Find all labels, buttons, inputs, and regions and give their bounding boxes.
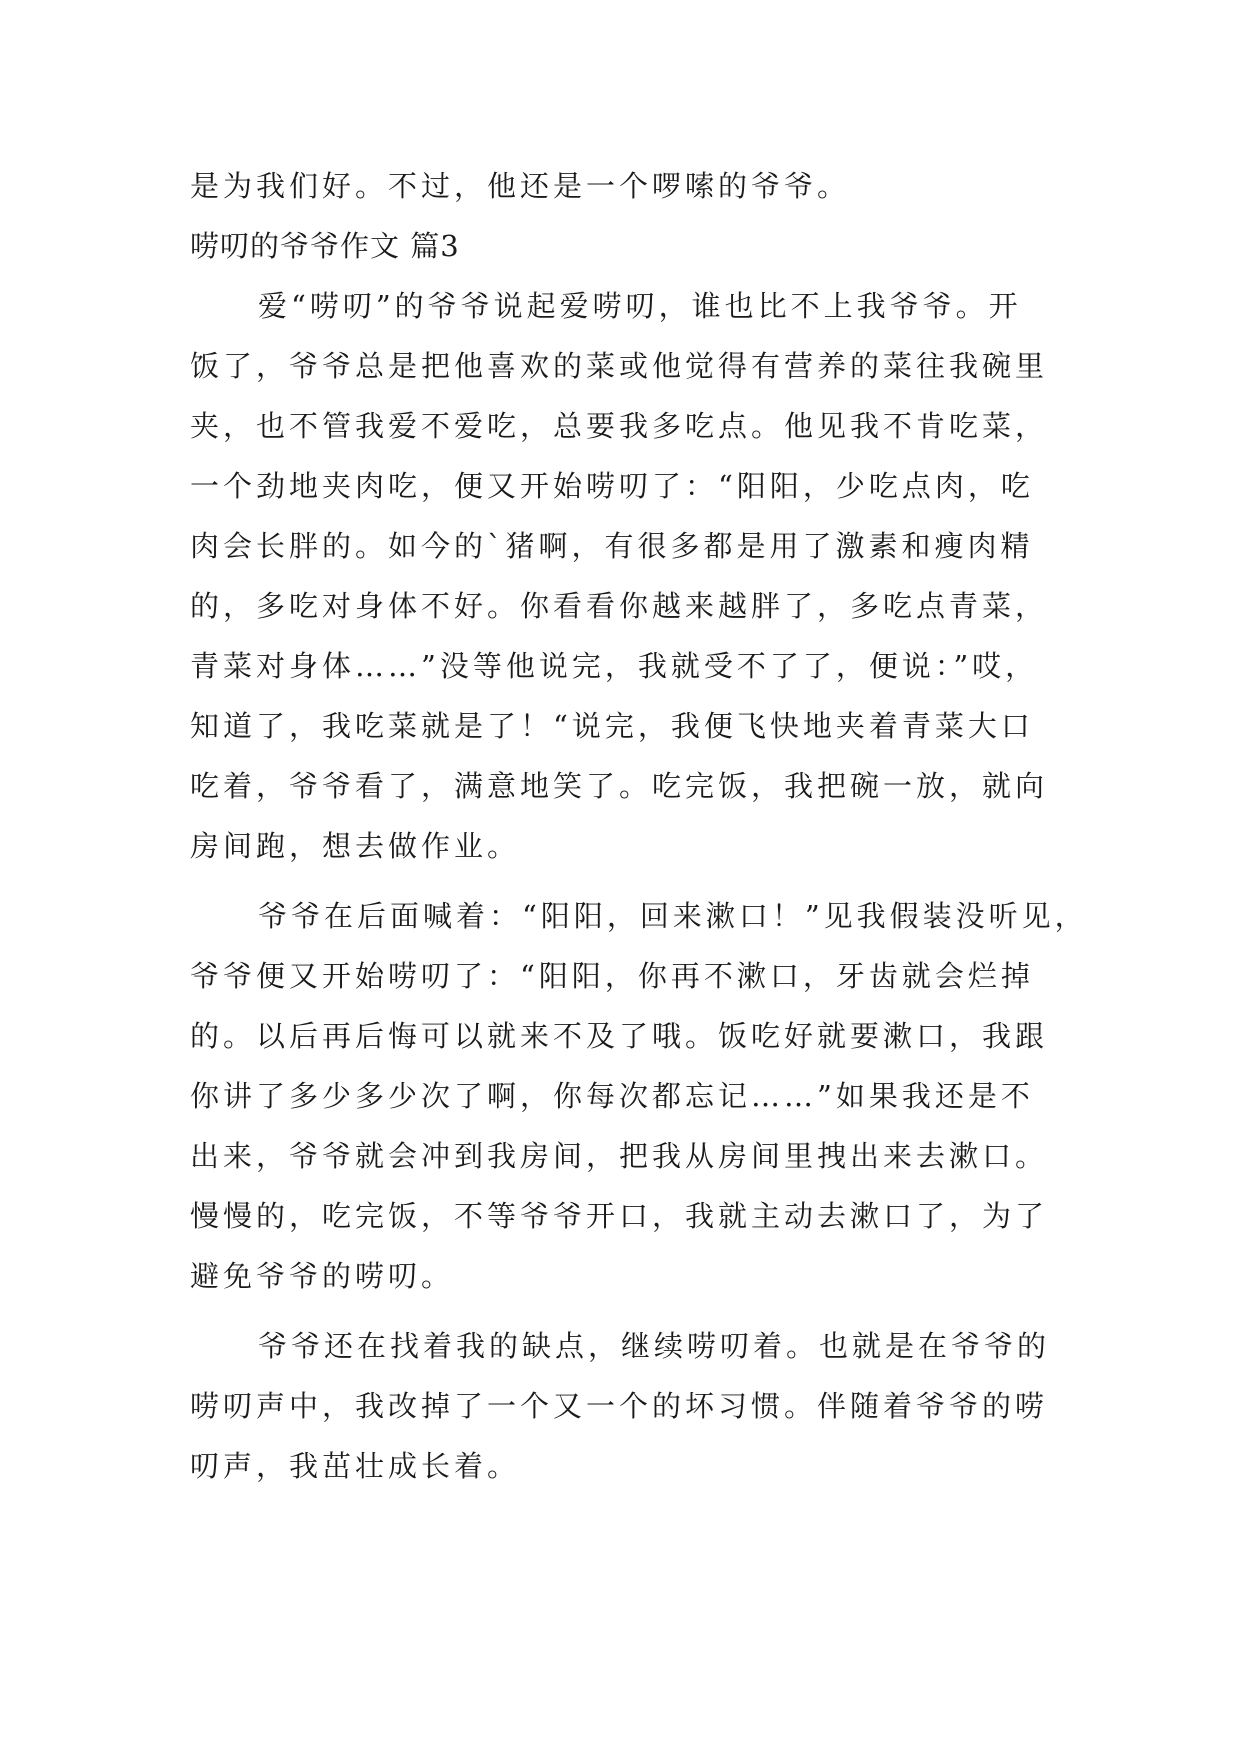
text-line: 是为我们好。不过，他还是一个啰嗦的爷爷。: [190, 169, 851, 203]
text-line: 你讲了多少多少次了啊，你每次都忘记……”如果我还是不: [190, 1079, 1034, 1113]
text-line: 知道了，我吃菜就是了！“说完，我便飞快地夹着青菜大口: [190, 709, 1034, 743]
text-line: 爷爷便又开始唠叨了：“阳阳，你再不漱口，牙齿就会烂掉: [190, 959, 1034, 993]
text-line: 爷爷还在找着我的缺点，继续唠叨着。也就是在爷爷的: [258, 1329, 1051, 1363]
text-line: 慢慢的，吃完饭，不等爷爷开口，我就主动去漱口了，为了: [190, 1199, 1049, 1233]
section-title: 唠叨的爷爷作文 篇3: [190, 229, 460, 263]
text-line: 出来，爷爷就会冲到我房间，把我从房间里拽出来去漱口。: [190, 1139, 1049, 1173]
text-line: 吃着，爷爷看了，满意地笑了。吃完饭，我把碗一放，就向: [190, 769, 1049, 803]
text-line: 唠叨声中，我改掉了一个又一个的坏习惯。伴随着爷爷的唠: [190, 1389, 1049, 1423]
text-line: 避免爷爷的唠叨。: [190, 1259, 455, 1293]
text-line: 的。以后再后悔可以就来不及了哦。饭吃好就要漱口，我跟: [190, 1019, 1049, 1053]
text-line: 夹，也不管我爱不爱吃，总要我多吃点。他见我不肯吃菜，: [190, 409, 1049, 443]
text-line: 饭了，爷爷总是把他喜欢的菜或他觉得有营养的菜往我碗里: [190, 349, 1049, 383]
text-line: 一个劲地夹肉吃，便又开始唠叨了：“阳阳，少吃点肉，吃: [190, 469, 1034, 503]
text-line: 的，多吃对身体不好。你看看你越来越胖了，多吃点青菜，: [190, 589, 1049, 623]
text-line: 肉会长胖的。如今的`猪啊，有很多都是用了激素和瘦肉精: [190, 529, 1034, 563]
text-line: 青菜对身体……”没等他说完，我就受不了了，便说：”哎，: [190, 649, 1039, 683]
text-line: 爷爷在后面喊着：“阳阳，回来漱口！”见我假装没听见，: [258, 899, 1088, 933]
text-line: 叨声，我茁壮成长着。: [190, 1449, 521, 1483]
text-line: 房间跑，想去做作业。: [190, 829, 521, 863]
text-line: 爱“唠叨”的爷爷说起爱唠叨，谁也比不上我爷爷。开: [258, 289, 1022, 323]
